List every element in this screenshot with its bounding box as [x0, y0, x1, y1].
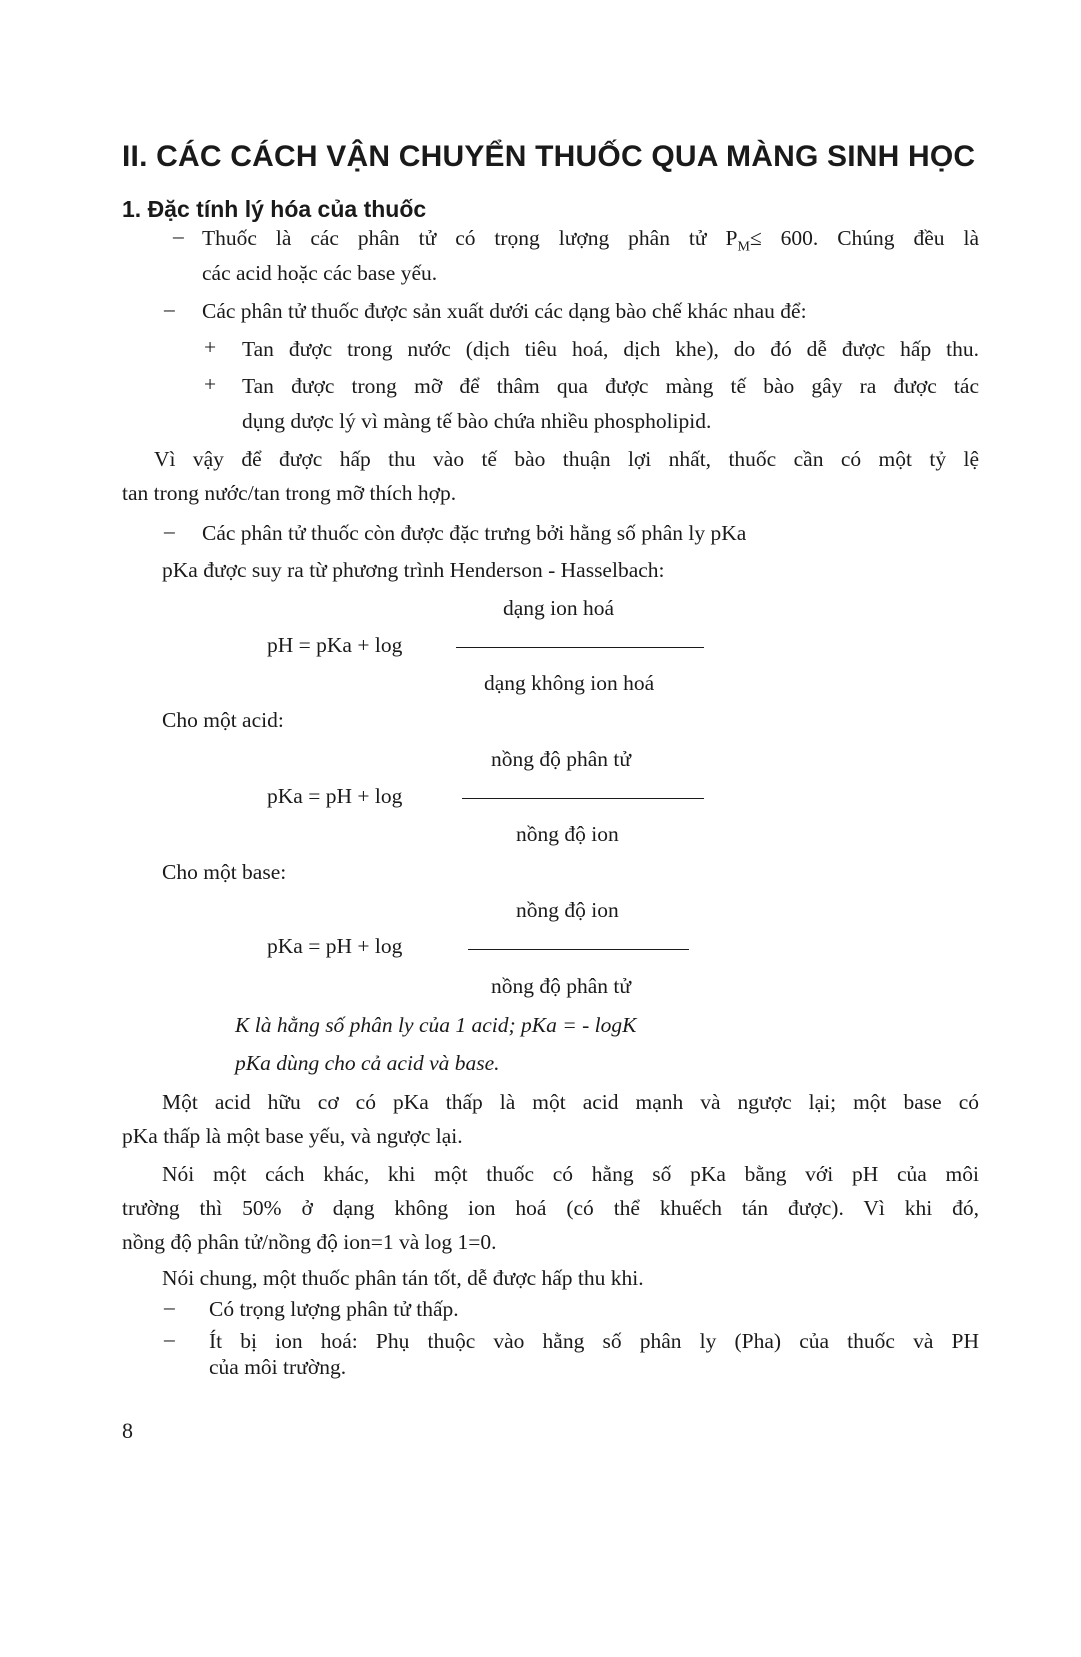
list-marker: – [164, 1295, 175, 1319]
fraction-bar [468, 949, 689, 950]
formula-numerator: nồng độ ion [516, 898, 619, 922]
paragraph-line: các acid hoặc các base yếu. [202, 261, 438, 285]
paragraph-line: Các phân tử thuốc còn được đặc trưng bởi hằng số phân ly pKa [202, 521, 747, 545]
sub-list-marker: + [204, 335, 217, 359]
paragraph-line: Tan được trong mỡ để thâm qua được màng tế bào gây ra được tác [242, 374, 979, 398]
italic-note: pKa dùng cho cả acid và base. [235, 1051, 500, 1075]
paragraph-line: dụng dược lý vì màng tế bào chứa nhiều phospholipid. [242, 409, 712, 433]
paragraph-line: tan trong nước/tan trong mỡ thích hợp. [122, 481, 457, 505]
fraction-bar [456, 647, 704, 648]
paragraph-line: Vì vậy để được hấp thu vào tế bào thuận lợi nhất, thuốc cần có một tỷ lệ [154, 447, 979, 471]
formula-denominator: nồng độ ion [516, 822, 619, 846]
paragraph-line: Nói một cách khác, khi một thuốc có hằng số pKa bằng với pH của môi [162, 1162, 979, 1186]
formula-denominator: nồng độ phân tử [491, 974, 632, 998]
formula-denominator: dạng không ion hoá [484, 671, 655, 695]
list-marker: – [164, 297, 175, 321]
paragraph-line: nồng độ phân tử/nồng độ ion=1 và log 1=0. [122, 1230, 497, 1254]
base-label: Cho một base: [162, 860, 287, 884]
subscript: M [737, 239, 750, 255]
paragraph-line: Ít bị ion hoá: Phụ thuộc vào hằng số phân ly (Pha) của thuốc và PH [209, 1329, 979, 1353]
formula-numerator: nồng độ phân tử [491, 747, 632, 771]
paragraph-line: Có trọng lượng phân tử thấp. [209, 1297, 459, 1321]
section-title: II. CÁC CÁCH VẬN CHUYỂN THUỐC QUA MÀNG SINH HỌC [122, 140, 976, 173]
list-marker: – [164, 519, 175, 543]
paragraph-line: Tan được trong nước (dịch tiêu hoá, dịch khe), do đó dễ được hấp thu. [242, 337, 979, 361]
list-marker: – [164, 1327, 175, 1351]
paragraph-line: Một acid hữu cơ có pKa thấp là một acid mạnh và ngược lại; một base có [162, 1090, 979, 1114]
formula-lhs: pKa = pH + log [267, 934, 403, 958]
list-marker: – [173, 224, 184, 248]
subsection-title: 1. Đặc tính lý hóa của thuốc [122, 196, 427, 222]
sub-list-marker: + [204, 372, 217, 396]
paragraph-line: pKa được suy ra từ phương trình Henderson - Hasselbach: [162, 558, 665, 582]
paragraph-line: pKa thấp là một base yếu, và ngược lại. [122, 1124, 463, 1148]
fraction-bar [462, 798, 704, 799]
italic-note: K là hằng số phân ly của 1 acid; pKa = - logK [235, 1013, 637, 1037]
formula-numerator: dạng ion hoá [503, 596, 615, 620]
paragraph-line: trường thì 50% ở dạng không ion hoá (có thể khuếch tán được). Vì khi đó, [122, 1196, 979, 1220]
paragraph-line: Thuốc là các phân tử có trọng lượng phân tử $P_M\le 600$. Chúng đều là [202, 226, 979, 255]
paragraph-line: của môi trường. [209, 1355, 347, 1379]
page-number: 8 [122, 1418, 133, 1443]
paragraph-line: Nói chung, một thuốc phân tán tốt, dễ được hấp thu khi. [162, 1266, 644, 1290]
formula-lhs: pH = pKa + log [267, 633, 403, 657]
acid-label: Cho một acid: [162, 708, 284, 732]
formula-lhs: pKa = pH + log [267, 784, 403, 808]
paragraph-line: Các phân tử thuốc được sản xuất dưới các dạng bào chế khác nhau để: [202, 299, 807, 323]
